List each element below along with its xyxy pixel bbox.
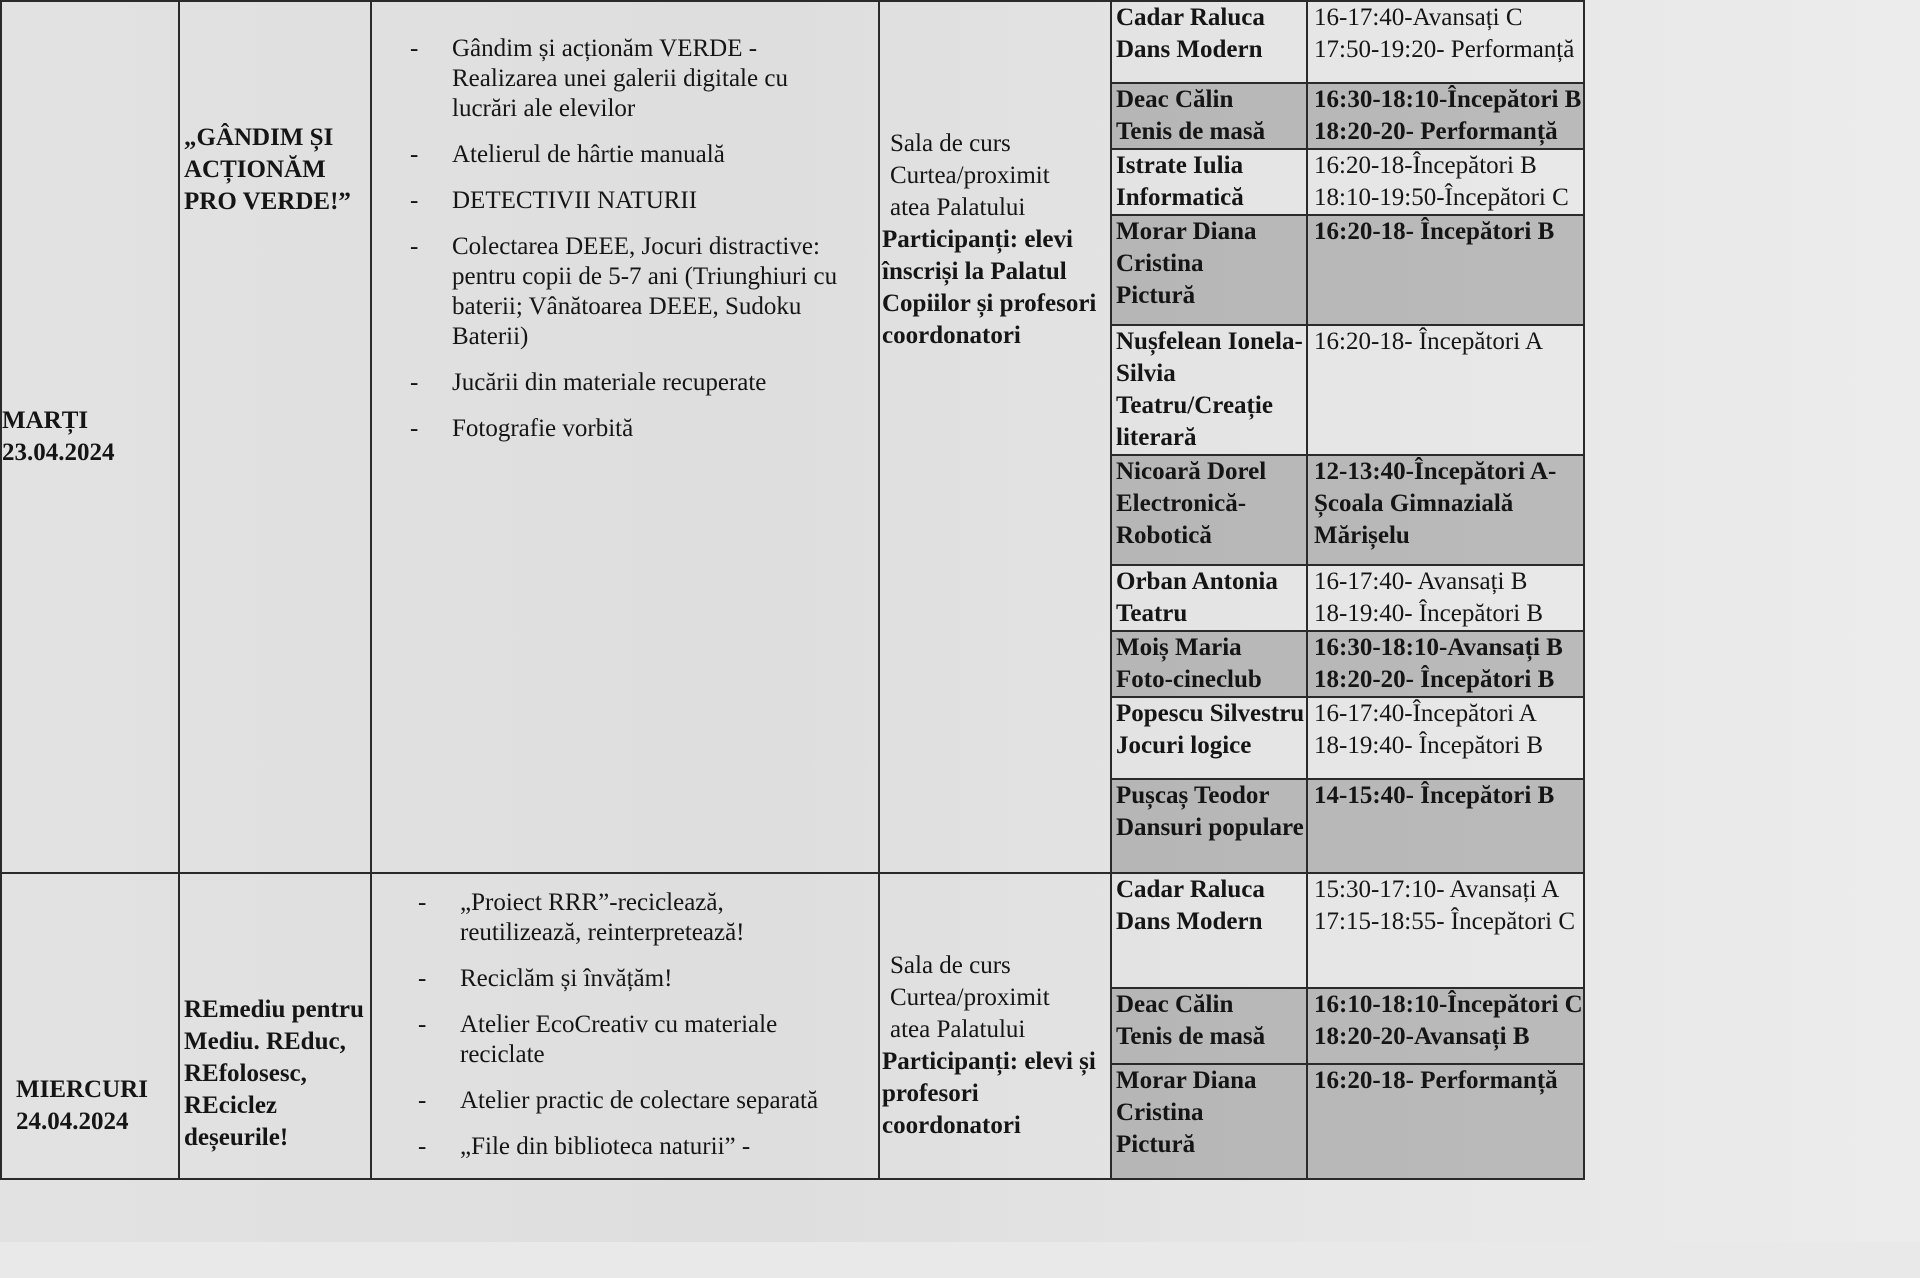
schedule-slot: 14-15:40- Începători B [1314,782,1555,809]
schedule-cell [1307,988,1584,1064]
teacher-subject: Dans Modern [1116,908,1263,935]
schedule-slot: 16:20-18- Performanță [1314,1066,1558,1094]
schedule-cell [1307,215,1584,325]
schedule-slot: 18-19:40- Începători B [1314,732,1544,759]
schedule-slot: 16:20-18- Începători B [1314,218,1555,245]
activity-item: - Atelier practic de colectare separată [372,1086,848,1116]
schedule-cell [1307,325,1584,455]
teacher-cell [1111,1064,1307,1179]
page-margin [0,1242,1920,1278]
activity-item: - Reciclăm și învățăm! [372,964,848,994]
schedule-slot: 16:20-18-Începători B [1314,152,1537,179]
schedule-cell [1307,697,1584,779]
schedule-slot: 15:30-17:10- Avansați A [1314,876,1560,903]
teacher-name: Pușcaș Teodor [1116,782,1270,809]
day-name: MIERCURI [16,1076,148,1103]
participants-note: Participanți: elevi și profesori coordonatori [882,1048,1096,1139]
schedule-slot: 18:20-20- Performanță [1314,118,1558,145]
teacher-subject: Dans Modern [1116,36,1263,63]
teacher-name: Nicoară Dorel [1116,458,1267,485]
teacher-cell [1111,215,1307,325]
schedule-cell [1307,779,1584,873]
activities-cell [371,873,879,1179]
schedule-cell [1307,1064,1584,1179]
schedule-slot: 17:50-19:20- Performanță [1314,36,1575,63]
schedule-slot: 16:20-18- Începători A [1314,328,1544,355]
schedule-slot: 18:10-19:50-Începători C [1314,184,1569,211]
teacher-subject: Informatică [1116,184,1244,211]
schedule-slot: 16:30-18:10-Avansați B [1314,634,1563,661]
teacher-cell [1111,325,1307,455]
teacher-cell [1111,455,1307,565]
schedule-cell [1307,565,1584,631]
schedule-slot: 16-17:40-Avansați C [1314,4,1523,31]
teacher-cell [1111,779,1307,873]
activity-item: - Atelier EcoCreativ cu materiale reciclate [372,1010,848,1070]
teacher-name: Popescu Silvestru [1116,700,1305,727]
day-cell [1,1,179,873]
schedule-slot: 12-13:40-Începători A- [1314,458,1557,485]
schedule-slot: 16-17:40-Începători A [1314,700,1537,727]
teacher-cell [1111,565,1307,631]
location-yard: Curtea/proximit [890,162,1050,189]
schedule-cell [1307,455,1584,565]
schedule-slot: Mărișelu [1314,522,1410,549]
teacher-subject: Tenis de masă [1116,1023,1266,1051]
theme-cell [179,873,371,1179]
location-room: Sala de curs [890,130,1011,157]
activity-item: - Atelierul de hârtie manuală [372,140,848,170]
schedule-cell [1307,873,1584,988]
teacher-subject: Robotică [1116,522,1212,549]
teacher-subject: Teatru [1116,600,1188,627]
teacher-subject: Silvia [1116,360,1176,387]
teacher-name: Morar Diana [1116,218,1257,245]
teacher-subject: Cristina [1116,1098,1204,1126]
schedule-cell [1307,149,1584,215]
teacher-subject: Dansuri populare [1116,814,1304,841]
location-yard: Curtea/proximit [890,984,1050,1011]
activity-item: - Colectarea DEEE, Jocuri distractive: pentru copii de 5-7 ani (Triunghiuri cu baterii; Vânătoarea DEEE, Sudoku Baterii) [372,232,848,352]
activity-item: - Jucării din materiale recuperate [372,368,848,398]
teacher-cell [1111,631,1307,697]
teacher-subject: Pictură [1116,1130,1196,1158]
teacher-subject: Pictură [1116,282,1196,309]
teacher-name: Istrate Iulia [1116,152,1244,179]
day-date: 23.04.2024 [2,439,115,466]
teacher-cell [1111,988,1307,1064]
day-date: 24.04.2024 [16,1108,129,1135]
activity-item: - „Proiect RRR”-reciclează, reutilizează, reinterpretează! [372,888,848,948]
location-cell [879,1,1111,873]
schedule-slot: 18:20-20- Începători B [1314,666,1555,693]
activity-item: - DETECTIVII NATURII [372,186,848,216]
location-yard-cont: atea Palatului [890,194,1026,221]
teacher-cell [1111,1,1307,83]
participants-note: Participanți: elevi înscriși la Palatul Copiilor și profesori coordonatori [882,226,1097,349]
activity-item: - „File din biblioteca naturii” - [372,1132,848,1162]
schedule-cell [1307,631,1584,697]
theme-title: „GÂNDIM ȘI ACȚIONĂM PRO VERDE!” [184,124,351,215]
schedule-slot: Școala Gimnazială [1314,490,1514,517]
teacher-subject: Tenis de masă [1116,118,1266,145]
location-room: Sala de curs [890,952,1011,979]
schedule-slot: 17:15-18:55- Începători C [1314,908,1576,935]
schedule-slot: 18-19:40- Începători B [1314,600,1544,627]
activity-item: - Gândim și acționăm VERDE - Realizarea unei galerii digitale cu lucrări ale elevilor [372,34,848,124]
teacher-cell [1111,149,1307,215]
schedule-slot: 16:10-18:10-Începători C [1314,991,1583,1019]
teacher-subject: literară [1116,424,1197,451]
day-cell [1,873,179,1179]
schedule-cell [1307,1,1584,83]
teacher-cell [1111,873,1307,988]
teacher-subject: Cristina [1116,250,1204,277]
teacher-cell [1111,697,1307,779]
activities-cell [371,1,879,873]
teacher-subject: Electronică- [1116,490,1247,517]
teacher-name: Cadar Raluca [1116,876,1265,903]
teacher-name: Morar Diana [1116,1066,1257,1094]
teacher-name: Orban Antonia [1116,568,1278,595]
schedule-slot: 16-17:40- Avansați B [1314,568,1528,595]
teacher-name: Nușfelean Ionela- [1116,328,1303,355]
day-name: MARȚI [2,407,89,434]
schedule-cell [1307,83,1584,149]
location-yard-cont: atea Palatului [890,1016,1026,1043]
theme-cell [179,1,371,873]
activity-item: - Fotografie vorbită [372,414,848,444]
teacher-subject: Foto-cineclub [1116,666,1262,693]
theme-title: REmediu pentru Mediu. REduc, REfolosesc, REciclez deșeurile! [184,996,364,1151]
teacher-name: Deac Călin [1116,86,1234,113]
teacher-cell [1111,83,1307,149]
location-cell [879,873,1111,1179]
schedule-slot: 16:30-18:10-Începători B [1314,86,1582,113]
teacher-name: Moiș Maria [1116,634,1242,661]
teacher-name: Cadar Raluca [1116,4,1265,31]
teacher-subject: Jocuri logice [1116,732,1252,759]
teacher-subject: Teatru/Creație [1116,392,1273,419]
teacher-name: Deac Călin [1116,991,1234,1019]
schedule-slot: 18:20-20-Avansați B [1314,1023,1530,1051]
